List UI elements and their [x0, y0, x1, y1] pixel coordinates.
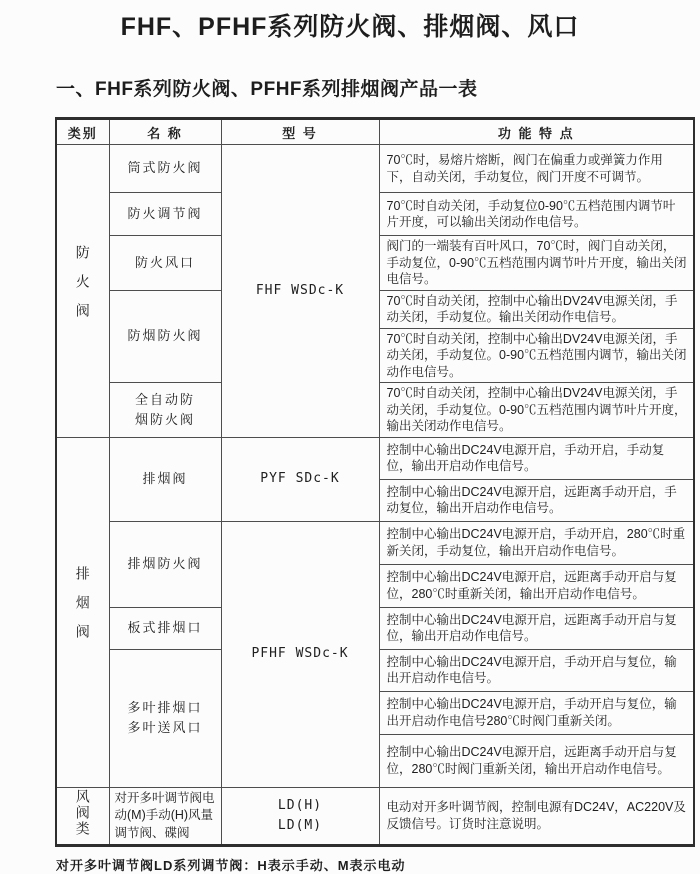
model-line-1: LD(H) [277, 798, 323, 814]
feature-cell-f1: 70℃时，易熔片熔断，阀门在偏重力或弹簧力作用下，自动关闭，手动复位，阀门开度不可调节。 [379, 145, 694, 193]
name-cell-multi-leaf-outlets [109, 649, 221, 787]
feature-cell-f15: 电动对开多叶调节阀，控制电源有DC24V，AC220V及反馈信号。订货时注意说明。 [379, 787, 694, 846]
col-header-name: 名 称 [109, 119, 221, 145]
footnote: 对开多叶调节阀LD系列调节阀：H表示手动、M表示电动 [56, 858, 406, 873]
table-row [56, 437, 694, 479]
feature-cell-f3: 阀门的一端装有百叶风口，70℃时，阀门自动关闭，手动复位，0-90℃五档范围内调节叶片开度，输出关闭电信号。 [379, 236, 694, 291]
col-header-category: 类别 [56, 119, 109, 145]
name-cell-smoke-proof-fire-damper: 防烟防火阀 [109, 290, 221, 383]
category-label: 防火阀 [74, 244, 91, 332]
col-header-features: 功 能 特 点 [379, 119, 694, 145]
name-cell-split-multi-leaf-valve: 对开多叶调节阀电动(M)手动(H)风量调节阀、碟阀 [109, 787, 221, 846]
table-row [56, 521, 694, 564]
model-cell-fhf: FHF WSDc-K [221, 145, 379, 438]
category-label: 排烟阀 [74, 566, 91, 653]
category-label: 风阀类 [74, 789, 91, 838]
feature-cell-f13: 控制中心输出DC24V电源开启，手动开启与复位，输出开启动作电信号280℃时阀门重新关闭。 [379, 691, 694, 734]
name-cell-smoke-exhaust-fire-damper: 排烟防火阀 [109, 521, 221, 607]
name-line-2: 多叶送风口 [127, 720, 203, 735]
name-line-2: 烟防火阀 [134, 411, 195, 427]
col-header-model: 型 号 [221, 119, 379, 145]
model-cell-ld [221, 787, 379, 846]
feature-cell-f8: 控制中心输出DC24V电源开启，远距离手动开启，手动复位，输出开启动作电信号。 [379, 479, 694, 521]
model-cell-pyf: PYF SDc-K [221, 437, 379, 521]
category-cell-fire-damper [56, 145, 109, 438]
table-row [56, 787, 694, 846]
document-page [0, 7, 700, 874]
name-cell-fire-air-outlet: 防火风口 [109, 236, 221, 291]
name-cell-tube-fire-damper: 筒式防火阀 [109, 145, 221, 193]
feature-cell-f5: 70℃时自动关闭，控制中心输出DV24V电源关闭，手动关闭，手动复位。0-90℃五档范围内调节，输出关闭动作电信号。 [379, 328, 694, 383]
model-line-2: LD(M) [277, 817, 323, 833]
feature-cell-f11: 控制中心输出DC24V电源开启，远距离手动开启与复位，输出开启动作电信号。 [379, 607, 694, 649]
feature-cell-f7: 控制中心输出DC24V电源开启，手动开启，手动复位，输出开启动作电信号。 [379, 437, 694, 479]
feature-cell-f6: 70℃时自动关闭，控制中心输出DV24V电源关闭，手动关闭，手动复位。0-90℃五档范围内调节叶片开度，输出关闭动作电信号。 [379, 383, 694, 438]
table-row [56, 145, 694, 193]
feature-cell-f9: 控制中心输出DC24V电源开启，手动开启，280℃时重新关闭，手动复位，输出开启动作电信号。 [379, 521, 694, 564]
section-heading: 一、FHF系列防火阀、PFHF系列排烟阀产品一表 [56, 79, 478, 100]
name-cell-auto-smoke-fire-damper [109, 383, 221, 438]
name-line-1: 全自动防 [134, 391, 195, 407]
name-line-1: 多叶排烟口 [127, 699, 203, 715]
feature-cell-f2: 70℃时自动关闭，手动复位0-90℃五档范围内调节叶片开度，可以输出关闭动作电信号。 [379, 193, 694, 236]
category-cell-wind-valve [56, 787, 109, 846]
page-title: FHF、PFHF系列防火阀、排烟阀、风口 [120, 13, 580, 41]
feature-cell-f10: 控制中心输出DC24V电源开启，远距离手动开启与复位，280℃时重新关闭，输出开启动作电信号。 [379, 564, 694, 607]
name-cell-fire-regulating-valve: 防火调节阀 [109, 193, 221, 236]
table-header-row [56, 119, 694, 145]
name-cell-smoke-exhaust-valve: 排烟阀 [109, 437, 221, 521]
feature-cell-f12: 控制中心输出DC24V电源开启，手动开启与复位，输出开启动作电信号。 [379, 649, 694, 691]
product-table [55, 117, 695, 847]
feature-cell-f14: 控制中心输出DC24V电源开启，远距离手动开启与复位，280℃时阀门重新关闭，输出开启动作电信号。 [379, 734, 694, 787]
category-cell-smoke-valve [56, 437, 109, 787]
name-cell-plate-smoke-outlet: 板式排烟口 [109, 607, 221, 649]
model-cell-pfhf: PFHF WSDc-K [221, 521, 379, 787]
feature-cell-f4: 70℃时自动关闭，控制中心输出DV24V电源关闭，手动关闭，手动复位。输出关闭动作电信号。 [379, 290, 694, 328]
